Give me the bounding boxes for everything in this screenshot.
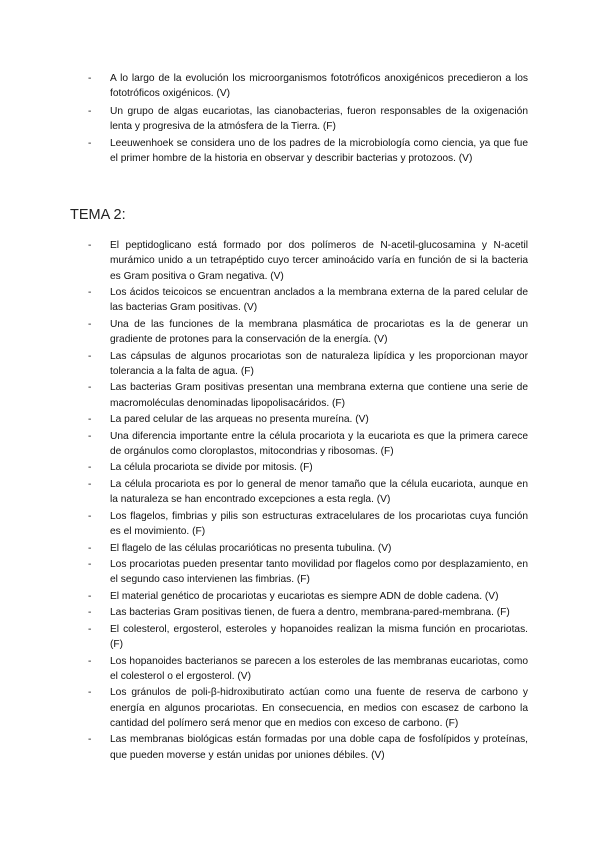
list-item	[88, 349, 528, 380]
statement-text: A lo largo de la evolución los microorganismos fototróficos anoxigénicos precedieron a los fototróficos oxigénicos. (V)	[110, 73, 528, 100]
bullet-dash: -	[88, 510, 92, 522]
list-item	[88, 509, 528, 540]
list-item	[88, 429, 528, 460]
bullet-dash: -	[88, 350, 92, 362]
statement-text: Una de las funciones de la membrana plasmática de procariotas es la de generar un gradiente de protones para la conservación de la energía. (V)	[110, 318, 528, 346]
list-item	[88, 541, 528, 556]
statement-text: Un grupo de algas eucariotas, las cianobacterias, fueron responsables de la oxigenación lenta y progresiva de la atmósfera de la Tierra. (F)	[110, 105, 528, 132]
bullet-dash: -	[88, 382, 92, 394]
bullet-dash: -	[88, 287, 92, 299]
intro-statement-list	[88, 71, 528, 167]
bullet-dash: -	[88, 478, 92, 490]
list-item	[88, 136, 528, 167]
statement-text: Los procariotas pueden presentar tanto movilidad por flagelos como por desplazamiento, en el segundo caso intervienen las fimbrias. (F)	[110, 559, 528, 586]
statement-text: El peptidoglicano está formado por dos polímeros de N-acetil-glucosamina y N-acetil murámico unido a un tetrapéptido cuyo tercer aminoácido varía en función de si la bacteria es Gram positiva o Gram negativa. (V)	[110, 240, 528, 282]
list-item	[88, 622, 528, 653]
statement-text: Los gránulos de poli-β-hidroxibutirato actúan como una fuente de reserva de carbono y energía en algunos procariotas. En consecuencia, en medios con escasez de carbono la cantidad del polímero será menor que en medios con exceso de carbono. (F)	[110, 687, 528, 729]
bullet-dash: -	[88, 240, 92, 251]
list-item	[88, 285, 528, 316]
statement-text: Las bacterias Gram positivas tienen, de fuera a dentro, membrana-pared-membrana. (F)	[110, 607, 510, 619]
list-item	[88, 654, 528, 685]
list-item	[88, 380, 528, 411]
list-item	[88, 460, 528, 475]
list-item	[88, 317, 528, 348]
statement-text: Los hopanoides bacterianos se parecen a los esteroles de las membranas eucariotas, como el colesterol o el ergosterol. (V)	[110, 655, 528, 682]
bullet-dash: -	[88, 430, 92, 442]
list-item	[88, 412, 528, 427]
statement-text: Una diferencia importante entre la célula procariota y la eucariota es que la primera carece de orgánulos como cloroplastos, mitocondrias y ribosomas. (F)	[110, 430, 528, 457]
list-item	[88, 732, 528, 763]
list-item	[88, 589, 528, 604]
statement-text: Las cápsulas de algunos procariotas son de naturaleza lipídica y les proporcionan mayor tolerancia a la falta de agua. (F)	[110, 350, 528, 377]
bullet-dash: -	[88, 318, 92, 330]
list-item	[88, 557, 528, 588]
bullet-dash: -	[88, 590, 92, 602]
bullet-dash: -	[88, 655, 92, 667]
bullet-dash: -	[88, 623, 92, 635]
section-heading: TEMA 2:	[70, 207, 126, 223]
statement-text: El material genético de procariotas y eucariotas es siempre ADN de doble cadena. (V)	[110, 590, 499, 602]
list-item	[88, 477, 528, 508]
list-item	[88, 605, 528, 620]
bullet-dash: -	[88, 138, 92, 150]
bullet-dash: -	[88, 734, 92, 746]
list-item	[88, 685, 528, 731]
bullet-dash: -	[88, 559, 92, 570]
bullet-dash: -	[88, 542, 92, 554]
list-item	[88, 104, 528, 135]
statement-text: El colesterol, ergosterol, esteroles y hopanoides realizan la misma función en procariotas. (F)	[110, 623, 528, 651]
statement-text: La pared celular de las arqueas no presenta mureína. (V)	[110, 414, 369, 426]
bullet-dash: -	[88, 462, 92, 474]
bullet-dash: -	[88, 607, 92, 619]
statement-text: Los flagelos, fimbrias y pilis son estructuras extracelulares de los procariotas cuya función es el movimiento. (F)	[110, 510, 528, 538]
bullet-dash: -	[88, 687, 92, 699]
tema2-statement-list	[88, 238, 528, 763]
statement-text: Los ácidos teicoicos se encuentran anclados a la membrana externa de la pared celular de las bacterias Gram positivas. (V)	[110, 287, 528, 314]
statement-text: La célula procariota se divide por mitosis. (F)	[110, 462, 313, 474]
statement-text: Las membranas biológicas están formadas por una doble capa de fosfolípidos y proteínas, que pueden moverse y están unidas por uniones débiles. (V)	[110, 734, 528, 761]
statement-text: La célula procariota es por lo general de menor tamaño que la célula eucariota, aunque en la naturaleza se han encontrado excepciones a esta regla. (V)	[110, 478, 528, 506]
statement-text: El flagelo de las células procarióticas no presenta tubulina. (V)	[110, 542, 392, 554]
bullet-dash: -	[88, 73, 92, 84]
bullet-dash: -	[88, 105, 92, 117]
bullet-dash: -	[88, 414, 92, 426]
statement-text: Leeuwenhoek se considera uno de los padres de la microbiología como ciencia, ya que fue el primer hombre de la historia en observar y describir bacterias y protozoos. (V)	[110, 138, 528, 165]
list-item	[88, 71, 528, 102]
list-item	[88, 238, 528, 284]
statement-text: Las bacterias Gram positivas presentan una membrana externa que contiene una serie de macromoléculas denominadas lipopolisacáridos. (F)	[110, 382, 528, 409]
